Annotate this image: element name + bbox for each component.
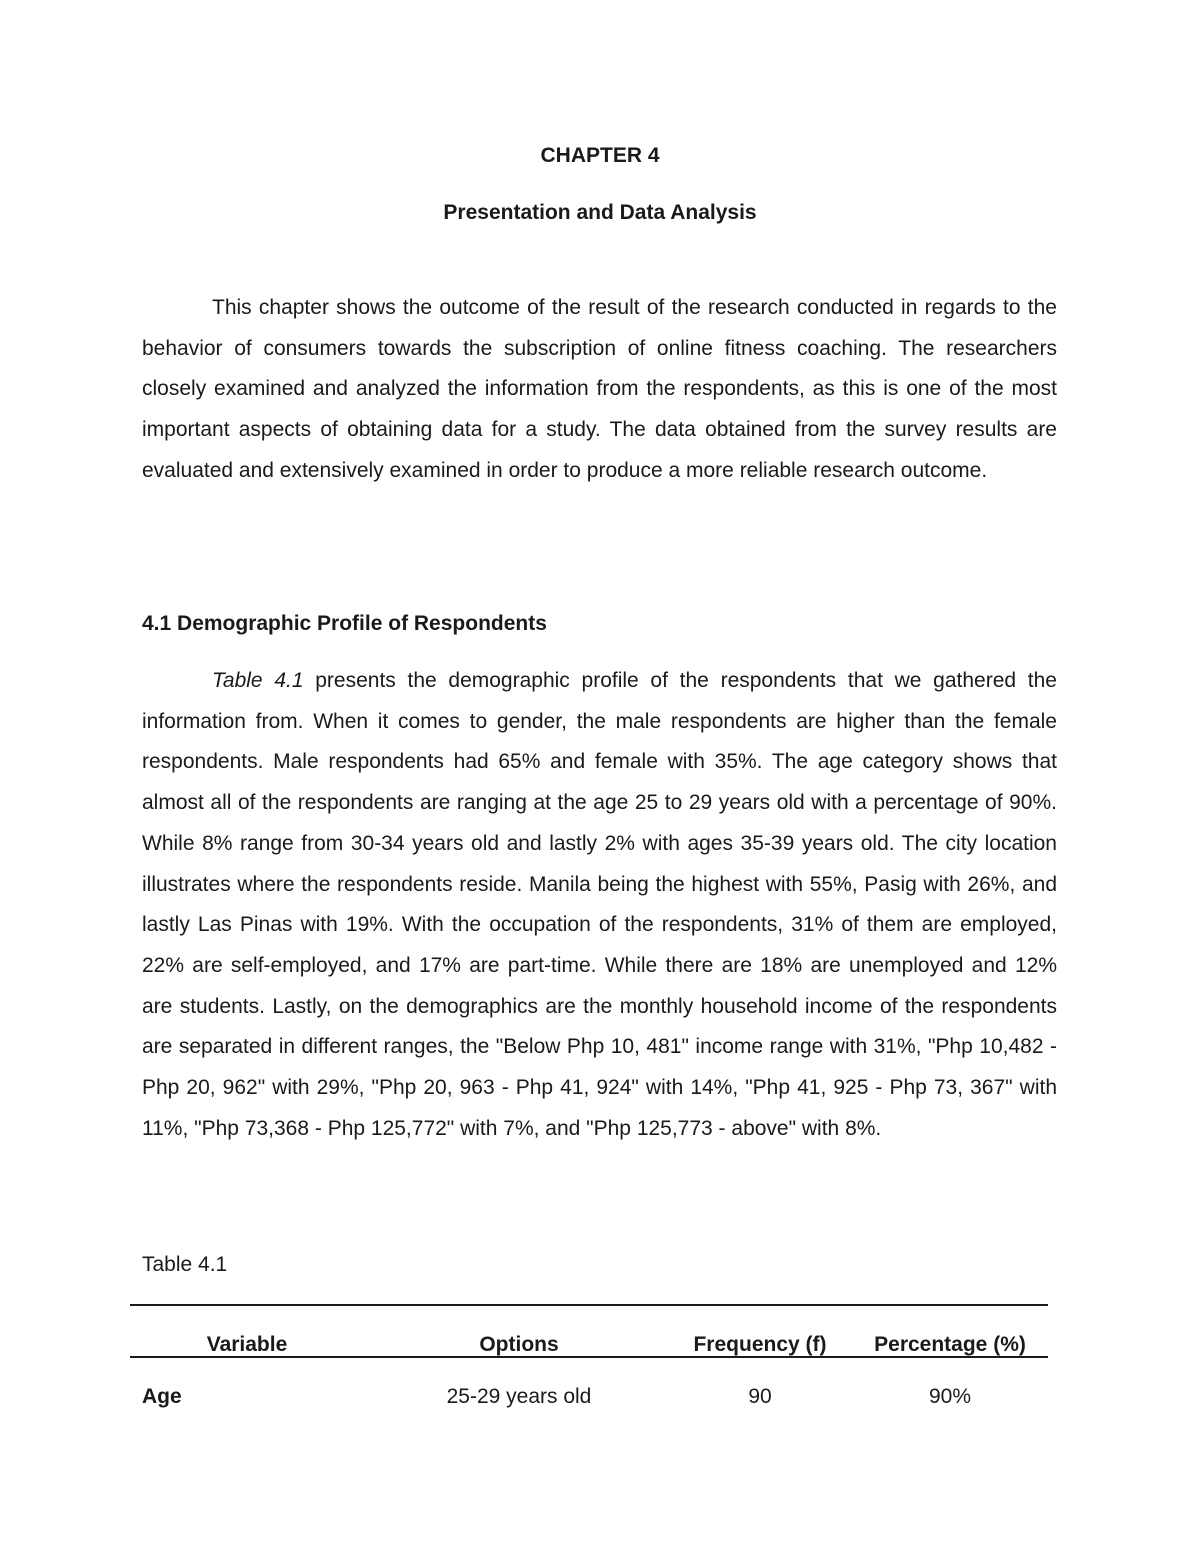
table-header-rule	[130, 1356, 1048, 1358]
chapter-title: Presentation and Data Analysis	[443, 201, 757, 224]
demographic-paragraph	[142, 661, 1057, 1149]
intro-paragraph-text: This chapter shows the outcome of the result of the research conducted in regards to the behavior of consumers towards the subscription of online fitness coaching. The researchers closely examined and analyzed the information from the respondents, as this is one of the most important aspects of obtaining data for a study. The data obtained from the survey results are evaluated and extensively examined in order to produce a more reliable research outcome.	[142, 296, 1057, 482]
table-reference: Table 4.1	[212, 669, 304, 692]
row-percentage: 90%	[928, 1385, 972, 1408]
row-variable-age: Age	[142, 1385, 182, 1408]
header-variable: Variable	[206, 1333, 288, 1356]
table-top-rule	[130, 1304, 1048, 1306]
header-options: Options	[479, 1333, 559, 1356]
row-option: 25-29 years old	[446, 1385, 592, 1408]
header-percentage: Percentage (%)	[874, 1333, 1026, 1356]
header-frequency: Frequency (f)	[693, 1333, 827, 1356]
chapter-label: CHAPTER 4	[540, 144, 660, 167]
table-caption: Table 4.1	[142, 1253, 228, 1276]
demographic-paragraph-text: presents the demographic profile of the respondents that we gathered the information from. When it comes to gender, the male respondents are higher than the female respondents. Male respondents had 65% and female with 35%. The age category shows that almost all of the respondents are ranging at the age 25 to 29 years old with a percentage of 90%. While 8% range from 30-34 years old and lastly 2% with ages 35-39 years old. The city location illustrates where the respondents reside. Manila being the highest with 55%, Pasig with 26%, and lastly Las Pinas with 19%. With the occupation of the respondents, 31% of them are employed, 22% are self-employed, and 17% are part-time. While there are 18% are unemployed and 12% are students. Lastly, on the demographics are the monthly household income of the respondents are separated in different ranges, the "Below Php 10, 481" income range with 31%, "Php 10,482 - Php 20, 962" with 29%, "Php 20, 963 - Php 41, 924" with 14%, "Php 41, 925 - Php 73, 367" with 11%, "Php 73,368 - Php 125,772" with 7%, and "Php 125,773 - above" with 8%.	[142, 669, 1057, 1140]
section-heading: 4.1 Demographic Profile of Respondents	[142, 612, 547, 635]
row-frequency: 90	[748, 1385, 772, 1408]
intro-paragraph	[142, 288, 1057, 492]
